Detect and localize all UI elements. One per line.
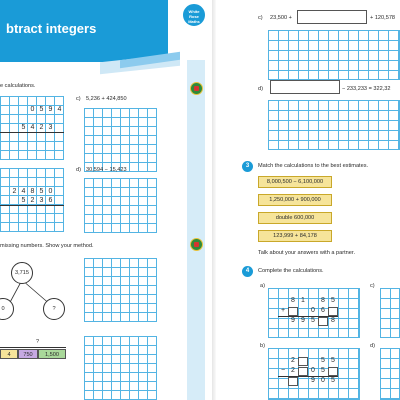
digit: 8: [321, 297, 325, 304]
white-rose-maths-logo: White Rose Maths: [182, 3, 206, 27]
q3-instruction: Match the calculations to the best estimates.: [258, 163, 369, 169]
q4b-label: b): [260, 343, 265, 349]
digit: 0: [311, 307, 315, 314]
working-grid[interactable]: [268, 100, 400, 150]
digit: [308, 297, 318, 304]
grid-row: [288, 307, 338, 316]
sum-line: [278, 376, 338, 377]
digit: 1: [301, 297, 305, 304]
working-grid[interactable]: [84, 178, 157, 233]
digit: 2: [291, 357, 295, 364]
sum-line: [0, 132, 64, 133]
digit: [298, 307, 308, 316]
q4d-label: d): [370, 343, 375, 349]
qc-label: c): [258, 15, 263, 21]
digit: [298, 377, 308, 386]
digit: 5: [321, 367, 325, 374]
working-grid[interactable]: [380, 288, 400, 338]
grid-row: [288, 377, 338, 386]
working-grid[interactable]: [84, 108, 157, 172]
q4a-label: a): [260, 283, 265, 289]
working-grid[interactable]: [268, 30, 400, 80]
bar-part: 1,500: [38, 349, 66, 359]
digit: 4: [30, 124, 35, 131]
qd-label: d): [258, 86, 263, 92]
q2-instruction: missing numbers. Show your method.: [0, 243, 94, 249]
digit: [308, 357, 318, 366]
q1c-calculation: 5,236 + 424,850: [86, 96, 127, 102]
grid-row: [288, 297, 338, 304]
book-spine: [212, 0, 216, 400]
estimate-card[interactable]: double 600,000: [258, 212, 332, 224]
question-number: 3: [242, 161, 253, 172]
digit: 9: [311, 377, 315, 384]
digit: 2: [291, 367, 295, 374]
digit: 3: [48, 124, 53, 131]
working-grid[interactable]: [84, 258, 157, 322]
plus-sign: +: [280, 307, 286, 314]
digit: 5: [21, 124, 26, 131]
digit-box[interactable]: [328, 307, 338, 316]
digit: 9: [301, 317, 305, 324]
digit: 9: [48, 106, 53, 113]
digit-box[interactable]: [298, 367, 308, 376]
digit: 5: [39, 188, 44, 195]
digit-box[interactable]: [288, 377, 298, 386]
digit-box[interactable]: [318, 317, 328, 326]
sum-line: [278, 316, 338, 317]
digit: 5: [331, 377, 335, 384]
digit: 0: [48, 188, 53, 195]
digit: 5: [311, 317, 315, 324]
q4-instruction: Complete the calculations.: [258, 268, 324, 274]
q3-discussion: Talk about your answers with a partner.: [258, 250, 356, 256]
digit-box[interactable]: [328, 367, 338, 376]
digit: 5: [321, 357, 325, 364]
digit: 4: [57, 106, 62, 113]
minus-sign: −: [280, 367, 286, 374]
qc-left-term: 23,500 +: [270, 15, 292, 21]
digit: 0: [321, 377, 325, 384]
working-grid[interactable]: [380, 348, 400, 400]
grid-row: [10, 188, 55, 195]
estimate-card[interactable]: 1,250,000 + 900,000: [258, 194, 332, 206]
gift-icon: [190, 238, 203, 251]
bar-part: 4: [0, 349, 18, 359]
digit: 6: [48, 197, 53, 204]
grid-row: [288, 367, 338, 376]
missing-number-box[interactable]: [297, 10, 367, 24]
qc-right-term: + 120,578: [370, 15, 396, 21]
digit: 0: [30, 106, 35, 113]
q1d-calculation: 30,594 − 15,423: [86, 167, 127, 173]
q1-instruction: e calculations.: [0, 83, 36, 89]
digit: 4: [21, 188, 26, 195]
q4c-label: c): [370, 283, 375, 289]
q1c-label: c): [76, 96, 81, 102]
part-whole-part: 0: [0, 298, 14, 320]
margin-strip: [187, 60, 205, 400]
bar-bracket: [0, 347, 66, 348]
digit: 2: [39, 124, 44, 131]
grid-row: [288, 317, 338, 326]
estimate-card[interactable]: 123,999 + 84,178: [258, 230, 332, 242]
grid-row: [19, 124, 55, 131]
part-whole-part: ?: [43, 298, 65, 320]
grid-row: [288, 357, 338, 366]
digit: 5: [331, 297, 335, 304]
part-whole-whole: 3,715: [11, 262, 33, 284]
digit: 5: [331, 357, 335, 364]
digit: 9: [291, 317, 295, 324]
digit: 0: [311, 367, 315, 374]
digit: 5: [39, 106, 44, 113]
digit: 8: [30, 188, 35, 195]
working-grid[interactable]: [84, 336, 157, 400]
sum-line: [0, 205, 64, 206]
digit-box[interactable]: [288, 307, 298, 316]
digit-box[interactable]: [298, 357, 308, 366]
gift-icon: [190, 82, 203, 95]
digit: 8: [291, 297, 295, 304]
grid-row: [19, 197, 55, 204]
grid-row: [28, 106, 64, 113]
question-number: 4: [242, 266, 253, 277]
digit: 5: [21, 197, 26, 204]
estimate-card[interactable]: 8,000,500 − 6,100,000: [258, 176, 332, 188]
digit: 8: [331, 317, 335, 324]
digit: 2: [30, 197, 35, 204]
qd-right-term: − 233,233 = 322,32: [342, 86, 391, 92]
bar-part: 750: [18, 349, 38, 359]
page-title: btract integers: [6, 21, 97, 36]
digit: 2: [12, 188, 17, 195]
q1d-label: d): [76, 167, 81, 173]
digit: 3: [39, 197, 44, 204]
bar-model-total: ?: [36, 339, 40, 345]
digit: 6: [321, 307, 325, 314]
missing-number-box[interactable]: [270, 80, 340, 94]
